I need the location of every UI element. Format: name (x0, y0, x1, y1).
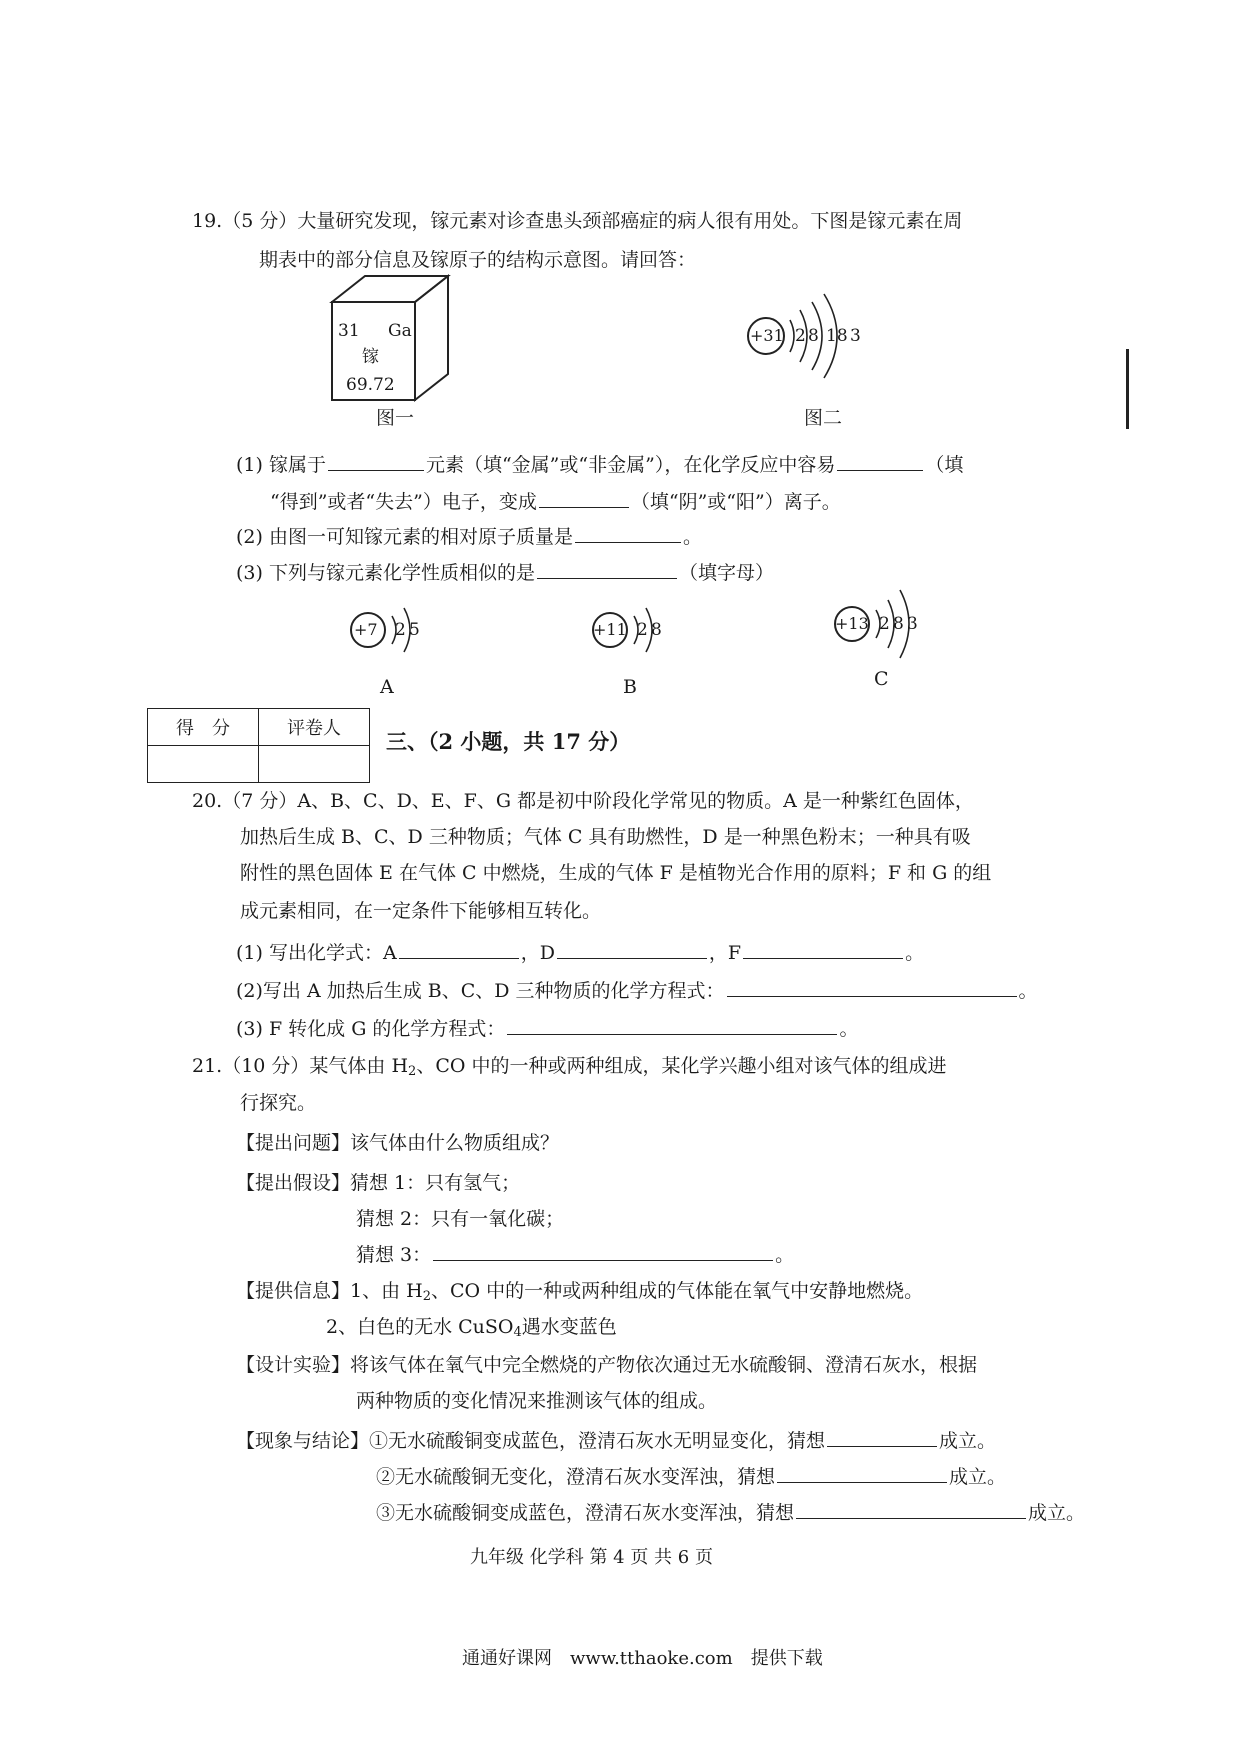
option-c-shell-3: 3 (907, 614, 918, 634)
q21-result-2 (376, 1464, 1006, 1490)
q21-info-2 (326, 1314, 617, 1346)
section-3-heading: 三、（2 小题，共 17 分） (386, 729, 631, 754)
text: ③无水硫酸铜变成蓝色，澄清石灰水变浑浊，猜想 (376, 1502, 795, 1524)
option-a-shell-2: 5 (409, 620, 420, 640)
text: “得到”或者“失去”）电子，变成 (270, 491, 537, 513)
figure-1-label: 图一 (376, 407, 415, 429)
text: 2、白色的无水 CuSO (326, 1316, 514, 1338)
text: 、CO 中的一种或两种组成的气体能在氧气中安静地燃烧。 (431, 1280, 924, 1302)
answer-blank (727, 978, 1017, 997)
answer-blank (328, 452, 424, 471)
tag-question: 【提出问题】 (236, 1132, 351, 1154)
option-c-label: C (874, 668, 889, 690)
q21-hypothesis-3 (356, 1242, 794, 1268)
q20-line2: 加热后生成 B、C、D 三种物质；气体 C 具有助燃性，D 是一种黑色粉末；一种具有吸 (240, 826, 971, 848)
option-c-shell-1: 2 (879, 614, 890, 634)
text: ①无水硫酸铜变成蓝色，澄清石灰水无明显变化，猜想 (369, 1430, 826, 1452)
q21-experiment-2: 两种物质的变化情况来推测该气体的组成。 (356, 1390, 718, 1412)
answer-blank (399, 940, 519, 959)
q21-question (236, 1130, 559, 1156)
text: （填 (925, 454, 964, 476)
option-b-label: B (623, 676, 637, 698)
option-c-nucleus: +13 (835, 614, 869, 633)
text: 猜想 3： (356, 1244, 432, 1266)
download-watermark: 通通好课网 www.tthaoke.com 提供下载 (462, 1648, 823, 1669)
score-table (147, 708, 370, 783)
q20-line3: 附性的黑色固体 E 在气体 C 中燃烧，生成的气体 F 是植物光合作用的原料；F 和 G 的组 (240, 862, 992, 884)
text: ②无水硫酸铜无变化，澄清石灰水变浑浊，猜想 (376, 1466, 776, 1488)
q20-sub3 (236, 1016, 858, 1042)
tag-info: 【提供信息】 (236, 1280, 351, 1302)
text: 将该气体在氧气中完全燃烧的产物依次通过无水硫酸铜、澄清石灰水，根据 (350, 1354, 978, 1376)
q21-hypothesis-1 (236, 1170, 520, 1196)
q21-info-1 (236, 1278, 923, 1310)
atom-shell-3: 18 (826, 326, 848, 346)
q19-sub2 (236, 524, 702, 550)
q19-sub1-line1 (236, 452, 963, 478)
text: 1、由 H (350, 1280, 423, 1302)
text: (1) 镓属于 (236, 454, 326, 476)
answer-blank (743, 940, 903, 959)
text: ，D (520, 942, 555, 964)
answer-blank (433, 1242, 773, 1261)
tag-experiment: 【设计实验】 (236, 1354, 351, 1376)
q21-experiment-1 (236, 1352, 977, 1378)
option-a-label: A (380, 676, 394, 698)
answer-blank (837, 452, 923, 471)
q21-result-3 (376, 1500, 1085, 1526)
grader-header: 评卷人 (259, 709, 370, 746)
text: ，F (708, 942, 742, 964)
score-header: 得 分 (148, 709, 259, 746)
text: 。 (839, 1018, 859, 1040)
text: 。 (1018, 980, 1038, 1002)
margin-mark (1126, 349, 1129, 429)
option-b-shell-1: 2 (637, 620, 648, 640)
text: 成立。 (1028, 1502, 1086, 1524)
text: 元素（填“金属”或“非金属”），在化学反应中容易 (425, 454, 836, 476)
text: 成立。 (939, 1430, 997, 1452)
subscript: 2 (422, 1289, 431, 1304)
text: (2) 由图一可知镓元素的相对原子质量是 (236, 526, 573, 548)
subscript: 2 (408, 1064, 417, 1079)
element-atomic-number: 31 (338, 321, 360, 341)
option-a-nucleus: +7 (354, 620, 378, 639)
text: (1) 写出化学式：A (236, 942, 397, 964)
text: 成立。 (949, 1466, 1007, 1488)
answer-blank (827, 1428, 937, 1447)
text: （填“阴”或“阳”）离子。 (630, 491, 841, 513)
q19-sub3 (236, 560, 774, 586)
text: 。 (682, 526, 702, 548)
q19-sub1-line2 (270, 489, 841, 515)
subscript: 4 (513, 1325, 522, 1340)
atom-shell-4: 3 (850, 326, 861, 346)
answer-blank (575, 524, 681, 543)
text: (3) F 转化成 G 的化学方程式： (236, 1018, 506, 1040)
q19-stem-line2: 期表中的部分信息及镓原子的结构示意图。请回答： (259, 249, 697, 271)
answer-blank (796, 1500, 1026, 1519)
answer-blank (557, 940, 707, 959)
grader-cell (259, 746, 370, 783)
text: （填字母） (678, 562, 774, 584)
text: 。 (775, 1244, 795, 1266)
tag-result: 【现象与结论】 (236, 1430, 370, 1452)
q21-line1 (192, 1053, 946, 1085)
text: 遇水变蓝色 (521, 1316, 617, 1338)
atom-shell-2: 8 (808, 326, 819, 346)
text: 该气体由什么物质组成？ (350, 1132, 560, 1154)
element-name: 镓 (362, 347, 379, 367)
atom-nucleus-charge: +31 (750, 326, 784, 345)
atom-shell-1: 2 (795, 326, 806, 346)
text: (3) 下列与镓元素化学性质相似的是 (236, 562, 535, 584)
option-b-shell-2: 8 (651, 620, 662, 640)
option-a-shell-1: 2 (395, 620, 406, 640)
q20-sub2 (236, 978, 1038, 1004)
q21-result-1 (236, 1428, 996, 1454)
answer-blank (537, 560, 677, 579)
element-atomic-mass: 69.72 (346, 375, 395, 395)
score-cell (148, 746, 259, 783)
answer-blank (507, 1016, 837, 1035)
option-c-shell-2: 8 (893, 614, 904, 634)
page-footer: 九年级 化学科 第 4 页 共 6 页 (470, 1547, 713, 1568)
answer-blank (777, 1464, 947, 1483)
text: 、CO 中的一种或两种组成，某化学兴趣小组对该气体的组成进 (416, 1055, 947, 1077)
tag-hypothesis: 【提出假设】 (236, 1172, 351, 1194)
q20-line4: 成元素相同，在一定条件下能够相互转化。 (240, 900, 602, 922)
q20-line1: 20.（7 分）A、B、C、D、E、F、G 都是初中阶段化学常见的物质。A 是一种紫红色固体， (192, 790, 974, 812)
option-b-nucleus: +11 (593, 620, 627, 639)
q20-sub1 (236, 940, 924, 966)
text: (2)写出 A 加热后生成 B、C、D 三种物质的化学方程式： (236, 980, 725, 1002)
q19-stem-line1: 19.（5 分）大量研究发现，镓元素对诊查患头颈部癌症的病人很有用处。下图是镓元素在周 (192, 210, 963, 232)
answer-blank (539, 489, 629, 508)
text: 。 (905, 942, 925, 964)
element-symbol: Ga (388, 321, 412, 341)
q21-hypothesis-2: 猜想 2：只有一氧化碳； (356, 1208, 565, 1230)
text: 猜想 1：只有氢气； (350, 1172, 521, 1194)
figure-2-label: 图二 (804, 407, 843, 429)
text: 21.（10 分）某气体由 H (192, 1055, 409, 1077)
q21-line2: 行探究。 (240, 1092, 317, 1114)
